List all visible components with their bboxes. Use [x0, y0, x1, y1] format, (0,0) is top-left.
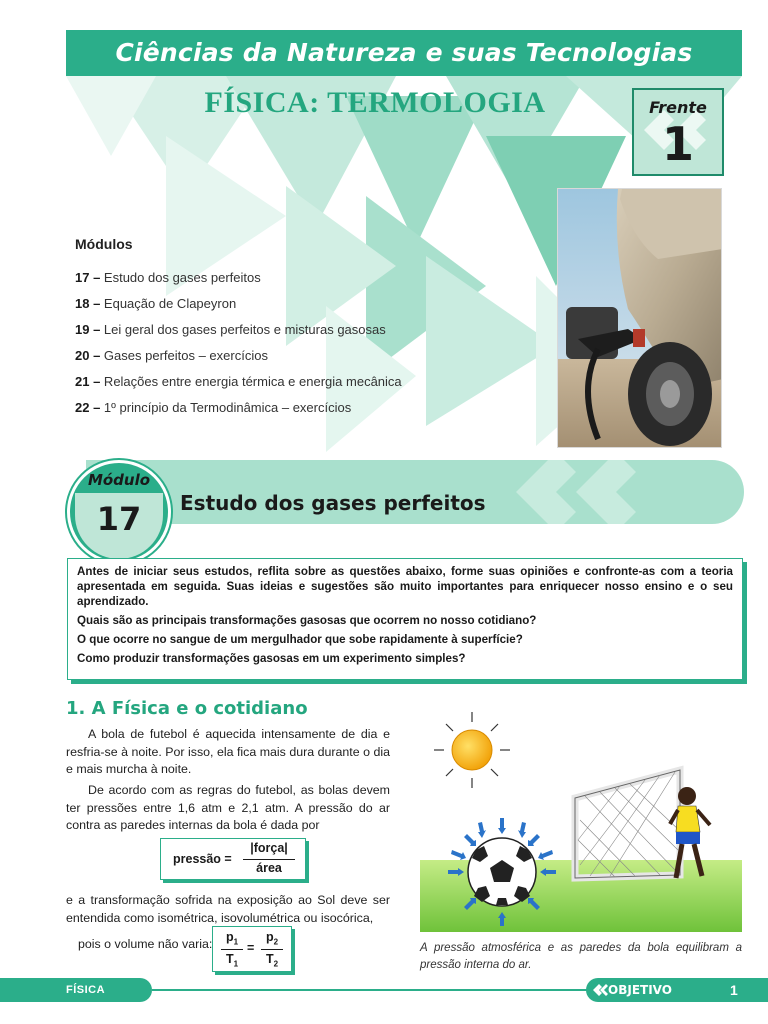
paragraph: e a transformação sofrida na exposição ao Sol deve ser entendida como isométrica, isovolumétrica ou isocórica, — [66, 893, 390, 925]
soccer-ball-icon — [468, 838, 536, 906]
top-banner — [66, 30, 742, 76]
footer-logo: OBJETIVO — [608, 983, 672, 997]
frente-number: 1 — [661, 117, 694, 171]
footer-subject-tab — [0, 978, 152, 1002]
modules-list — [75, 270, 402, 426]
footer-subject: FÍSICA — [66, 984, 106, 996]
module-item: 21 – Relações entre energia térmica e energia mecânica — [75, 374, 402, 389]
paragraph: A bola de futebol é aquecida intensamente de dia e resfria-se à noite. Por isso, ela fica mais dura durante o dia e mais murcha à noite. — [66, 727, 390, 776]
sun-icon — [434, 712, 510, 788]
module-title: Estudo dos gases perfeitos — [180, 491, 486, 515]
objetivo-logo-icon — [592, 983, 608, 997]
banner-text: Ciências da Natureza e suas Tecnologias — [115, 38, 693, 67]
frente-label: Frente — [649, 98, 707, 117]
formula-numerator: |força| — [250, 841, 288, 855]
intro-question: O que ocorre no sangue de um mergulhador que sobe rapidamente à superfície? — [77, 633, 523, 646]
footer-divider — [152, 989, 592, 991]
figure-caption: A pressão atmosférica e as paredes da bola equilibram a pressão interna do ar. — [420, 942, 742, 971]
intro-question: Como produzir transformações gasosas em um experimento simples? — [77, 652, 466, 665]
intro-box — [67, 558, 743, 680]
module-item: 18 – Equação de Clapeyron — [75, 296, 237, 311]
formula-lhs: pressão = — [173, 852, 232, 866]
soccer-ball-illustration — [420, 700, 742, 932]
module-label: Módulo — [87, 471, 151, 489]
section-title: 1. A Física e o cotidiano — [66, 698, 308, 719]
page-number: 1 — [730, 982, 738, 998]
frente-badge — [632, 88, 724, 176]
module-item: 17 – Estudo dos gases perfeitos — [75, 270, 261, 285]
intro-text: Antes de iniciar seus estudos, reflita sobre as questões abaixo, forme suas opiniões e confronte-as com a teoria apresentada em seguida. Suas ideias e sugestões são muito importantes para enriquecer nosso ensino e o seu aprendizado. — [77, 565, 733, 608]
page-title: FÍSICA: TERMOLOGIA — [204, 86, 546, 119]
modules-heading: Módulos — [75, 236, 133, 252]
intro-question: Quais são as principais transformações gasosas que ocorrem no nosso cotidiano? — [77, 614, 537, 627]
paragraph: De acordo com as regras do futebol, as bolas devem ter pressões entre 1,6 atm e 2,1 atm. A pressão do ar contra as paredes internas da bola é dada por — [66, 783, 390, 832]
module-item: 20 – Gases perfeitos – exercícios — [75, 348, 268, 363]
module-item: 22 – 1º princípio da Termodinâmica – exercícios — [75, 400, 352, 415]
module-number: 17 — [96, 500, 142, 538]
paragraph: pois o volume não varia: — [78, 937, 213, 951]
car-fuel-photo — [557, 188, 722, 448]
gay-lussac-formula: $p_1$ $T_1$ = $p_2$ $T_2$ — [212, 926, 292, 972]
formula-denominator: área — [256, 861, 282, 875]
car-fuel-image — [558, 189, 722, 448]
module-item: 19 – Lei geral dos gases perfeitos e misturas gasosas — [75, 322, 386, 337]
pressure-formula — [160, 838, 306, 880]
